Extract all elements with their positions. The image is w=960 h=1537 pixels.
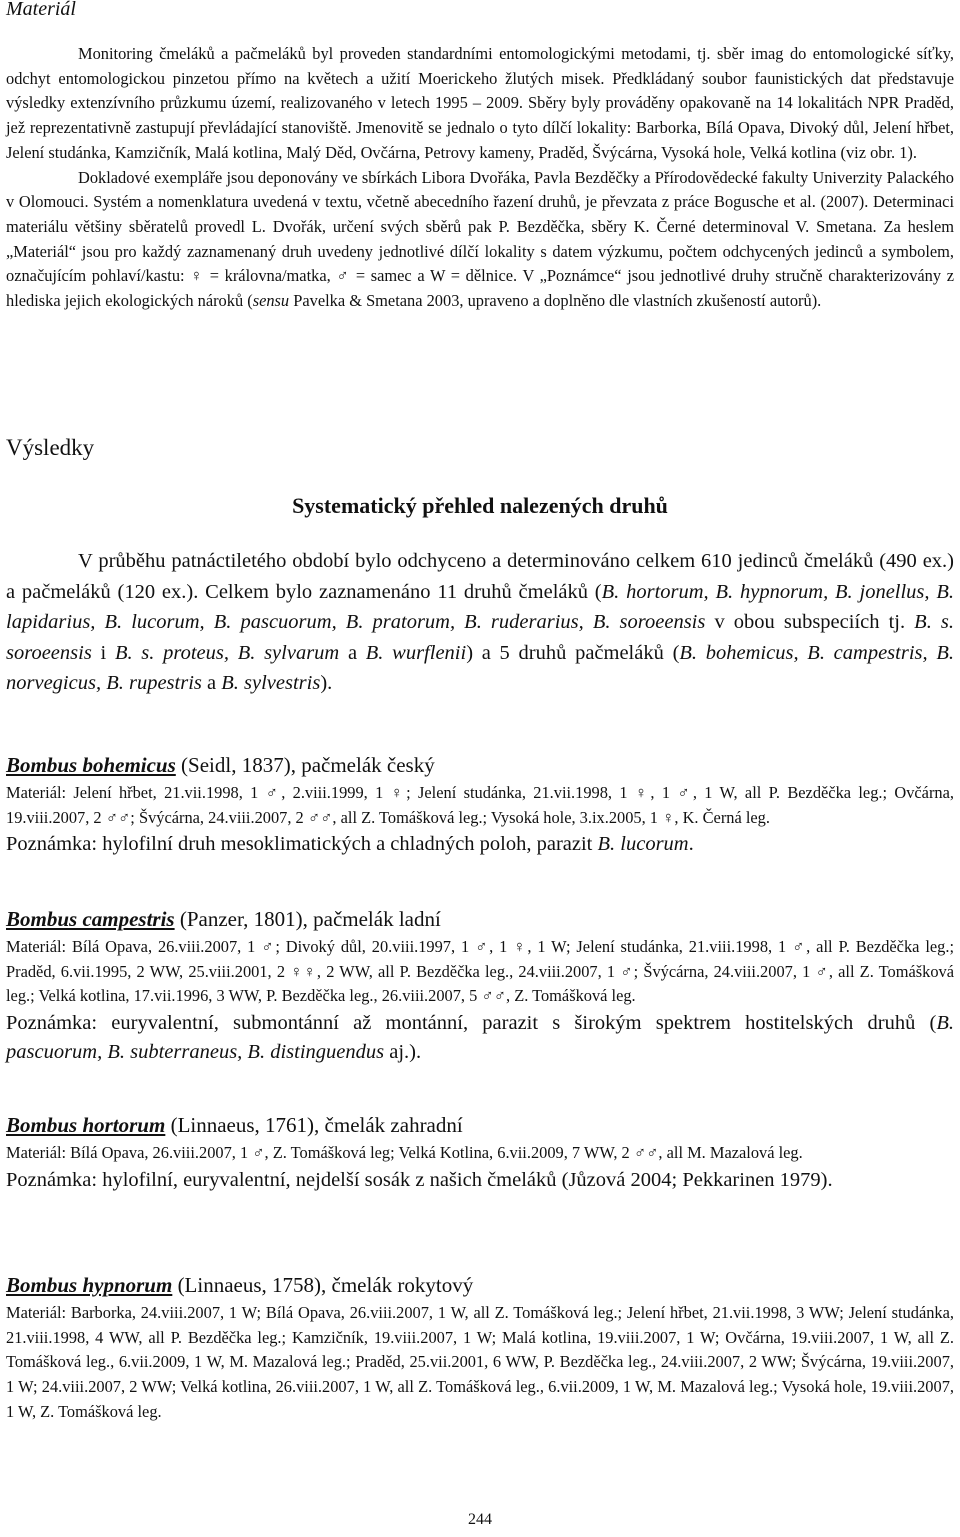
species-title [6,906,954,932]
species-material: Materiál: Bílá Opava, 26.viii.2007, 1 ♂; Divoký důl, 20.viii.1997, 1 ♂, 1 ♀, 1 W; Jelení studánka, 21.viii.1998, 1 ♂, all P. Bezděčka leg.; Praděd, 6.vii.1995, 2 WW, 25.viii.2001, 2 ♀♀, 2 WW, all P. Bezděčka leg., 24.viii.2007, 1 ♂; Švýcárna, 24.viii.2007, 1 ♂, all Z. Tomášková leg.; Velká kotlina, 17.vii.1996, 3 WW, P. Bezděčka leg., 26.viii.2007, 5 ♂♂, Z. Tomášková leg. [6,937,954,1006]
species-note: Poznámka: euryvalentní, submontánní až montánní, parazit s širokým spektrem hostitelských druhů (B. pascuorum, B. subterraneus, B. distinguendus aj.). [6,1012,954,1063]
species-author: (Panzer, 1801), pačmelák ladní [174,907,441,931]
results-summary: V průběhu patnáctiletého období bylo odchyceno a determinováno celkem 610 jedinců čmeláků (490 ex.) a pačmeláků (120 ex.). Celkem bylo zaznamenáno 11 druhů čmeláků (B. hortorum, B. hypnorum, B. jonellus, B. lapidarius, B. lucorum, B. pascuorum, B. pratorum, B. ruderarius, B. soroeensis v obou subspeciích tj. B. s. soroeensis i B. s. proteus, B. sylvarum a B. wurflenii) a 5 druhů pačmeláků (B. bohemicus, B. campestris, B. norvegicus, B. rupestris a B. sylvestris). [6,550,955,694]
species-name: Bombus bohemicus [6,753,176,777]
species-author: (Linnaeus, 1758), čmelák rokytový [172,1273,474,1297]
species-title [6,1112,954,1138]
methods-text [6,42,954,314]
species-entry-bombus-hortorum [6,1112,954,1194]
species-name: Bombus hypnorum [6,1273,173,1297]
species-author: (Seidl, 1837), pačmelák český [175,753,435,777]
species-author: (Linnaeus, 1761), čmelák zahradní [165,1113,463,1137]
species-note: Poznámka: hylofilní, euryvalentní, nejdelší sosák z našich čmeláků (Jůzová 2004; Pekkarinen 1979). [6,1168,833,1191]
systematic-overview-title: Systematický přehled nalezených druhů [292,493,668,518]
page-number: 244 [468,1511,492,1528]
species-name: Bombus hortorum [6,1113,166,1137]
species-name: Bombus campestris [6,907,175,931]
species-note: Poznámka: hylofilní druh mesoklimatických a chladných poloh, parazit B. lucorum. [6,833,694,856]
species-title [6,1272,954,1298]
species-entry-bombus-campestris [6,906,954,1066]
methods-paragraph-1: Monitoring čmeláků a pačmeláků byl proveden standardními entomologickými metodami, tj. sběr imag do entomologické síťky, odchyt entomologickou pinzetou přímo na květech a užití Moerickeho žlutých misek. Předkládaný soubor faunistických dat představuje výsledky extenzívního průzkumu území, realizovaného v letech 1995 – 2009. Sběry byly prováděny opakovaně na 14 lokalitách NPR Praděd, jež reprezentativně zastupují převládající stanoviště. Jmenovitě se jednalo o tyto dílčí lokality: Barborka, Bílá Opava, Divoký důl, Jelení hřbet, Jelení studánka, Kamzičník, Malá kotlina, Malý Děd, Ovčárna, Petrovy kameny, Praděd, Švýcárna, Vysoká hole, Velká kotlina (viz obr. 1). [6,44,954,162]
results-heading: Výsledky [6,435,95,460]
methods-paragraph-2: Dokladové exempláře jsou deponovány ve sbírkách Libora Dvořáka, Pavla Bezděčky a Přírodovědecké fakulty Univerzity Palackého v Olomouci. Systém a nomenklatura uvedená v textu, včetně abecedního řazení druhů, je převzata z práce Bogusche et al. (2007). Determinaci materiálu většiny sběratelů provedl L. Dvořák, určení svých sběrů pak P. Bezděčka, sběry K. Černé determinoval V. Smetana. Za heslem „Materiál“ jsou pro každý zaznamenaný druh uvedeny jednotlivé dílčí lokality s datem výzkumu, počtem odchycených jedinců a symbolem, označujícím pohlaví/kastu: ♀ = královna/matka, ♂ = samec a W = dělnice. V „Poznámce“ jsou jednotlivé druhy stručně charakterizovány z hlediska jejich ekologických nároků (sensu Pavelka & Smetana 2003, upraveno a doplněno dle vlastních zkušeností autorů). [6,167,954,311]
species-entry-bombus-hypnorum [6,1272,954,1425]
species-title [6,752,954,778]
species-material: Materiál: Jelení hřbet, 21.vii.1998, 1 ♂, 2.viii.1999, 1 ♀; Jelení studánka, 21.vii.1998, 1 ♀, 1 ♂, 1 W, all P. Bezděčka leg.; Ovčárna, 19.viii.2007, 2 ♂♂; Švýcárna, 24.viii.2007, 2 ♂♂, all Z. Tomášková leg.; Vysoká hole, 3.ix.2005, 1 ♀, K. Černá leg. [6,783,954,827]
species-material: Materiál: Barborka, 24.viii.2007, 1 W; Bílá Opava, 26.viii.2007, 1 W, all Z. Tomášková leg.; Jelení hřbet, 21.vii.1998, 3 WW; Jelení studánka, 21.viii.1998, 4 WW, all P. Bezděčka leg.; Kamzičník, 19.viii.2007, 1 W; Malá kotlina, 19.viii.2007, 1 W; Ovčárna, 19.viii.2007, 1 W, all Z. Tomášková leg., 6.vii.2009, 1 W, M. Mazalová leg.; Praděd, 25.vii.2001, 6 WW, P. Bezděčka leg., 24.viii.2007, 2 WW; Švýcárna, 19.viii.2007, 1 W; 24.viii.2007, 2 WW; Velká kotlina, 26.viii.2007, 1 W, all Z. Tomášková leg., 6.vii.2009, 1 W, M. Mazalová leg.; Vysoká hole, 19.viii.2007, 1 W, Z. Tomášková leg. [6,1303,954,1421]
species-material: Materiál: Bílá Opava, 26.viii.2007, 1 ♂, Z. Tomášková leg; Velká Kotlina, 6.vii.2009, 7 WW, 2 ♂♂, all M. Mazalová leg. [6,1143,803,1162]
species-entry-bombus-bohemicus [6,752,954,859]
section-label: Materiál [6,0,76,20]
